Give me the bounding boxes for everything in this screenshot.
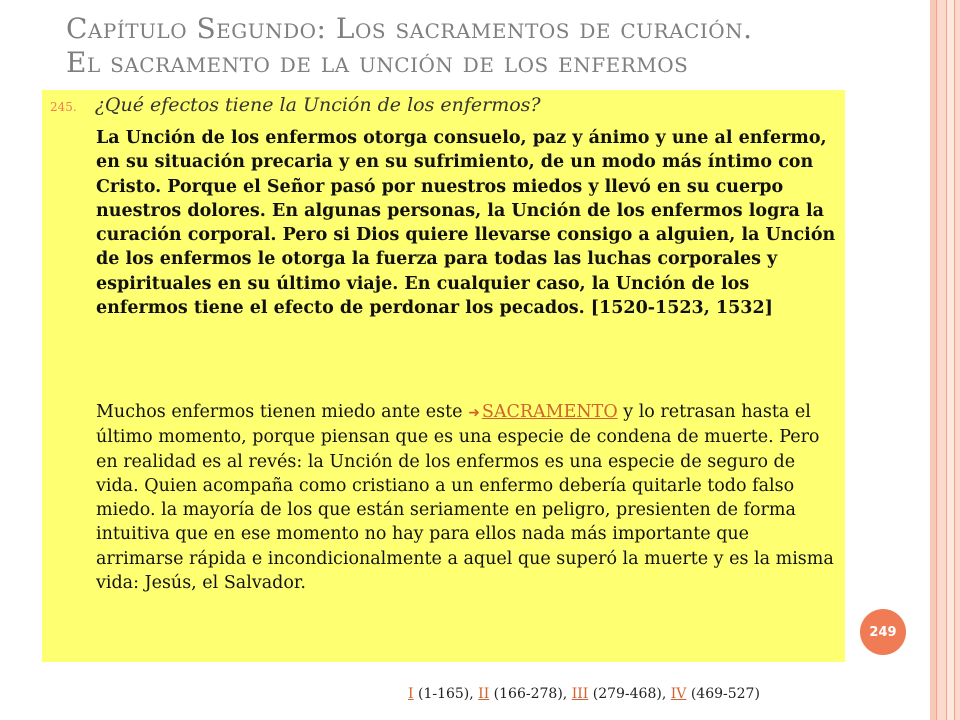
footer-navigation — [408, 686, 868, 702]
question — [50, 93, 830, 119]
slide-title — [66, 12, 886, 80]
footer-link-part-2[interactable]: II — [478, 686, 490, 702]
footer-link-part-4[interactable]: IV — [670, 686, 687, 702]
commentary-before: Muchos enfermos tienen miedo ante este — [96, 402, 469, 422]
page-number-badge — [860, 609, 906, 655]
sacramento-link-label: SACRAMENTO — [481, 402, 618, 422]
footer-link-part-3[interactable]: III — [571, 686, 589, 702]
sacramento-link[interactable] — [468, 402, 618, 422]
footer-range-part-3: (279-468), — [588, 686, 671, 702]
commentary-after: y lo retrasan hasta el último momento, porque piensan que es una especie de condena de muerte. Pero en realidad es al revés: la Unción de los enfermos es una especie de seguro de vida. Quien acompaña como cristiano a un enfermo debería quitarle todo falso miedo. la mayoría de los que están seriamente en peligro, presienten de forma intuitiva que en ese momento no hay para ellos nada más importante que arrimarse rápida e incondicionalmente a aquel que superó la muerte y es la misma vida: Jesús, el Salvador. — [96, 402, 834, 594]
footer-range-part-1: (1-165), — [413, 686, 479, 702]
title-line-1: Capítulo Segundo: Los sacramentos de curación. — [66, 12, 753, 45]
arrow-right-icon: ➜ — [468, 405, 480, 421]
content-box — [42, 90, 845, 662]
question-text: ¿Qué efectos tiene la Unción de los enfermos? — [94, 94, 541, 116]
footer-range-part-4: (469-527) — [686, 686, 760, 702]
question-number: 245. — [50, 100, 77, 114]
footer-link-part-1[interactable]: I — [408, 686, 414, 702]
footer-range-part-2: (166-278), — [489, 686, 572, 702]
decorative-side-stripes — [930, 0, 960, 720]
commentary-text — [96, 400, 838, 595]
answer-text: La Unción de los enfermos otorga consuelo, paz y ánimo y une al enfermo, en su situación precaria y en su sufrimiento, de un modo más íntimo con Cristo. Porque el Señor pasó por nuestros miedos y llevó en su cuerpo nuestros dolores. En algunas personas, la Unción de los enfermos logra la curación corporal. Pero si Dios quiere llevarse consigo a alguien, la Unción de los enfermos le otorga la fuerza para todas las luchas corporales y espirituales en su último viaje. En cualquier caso, la Unción de los enfermos tiene el efecto de perdonar los pecados. [1520-1523, 1532] — [96, 128, 836, 319]
page-number: 249 — [869, 624, 897, 640]
title-line-2: El sacramento de la unción de los enfermos — [66, 46, 689, 79]
